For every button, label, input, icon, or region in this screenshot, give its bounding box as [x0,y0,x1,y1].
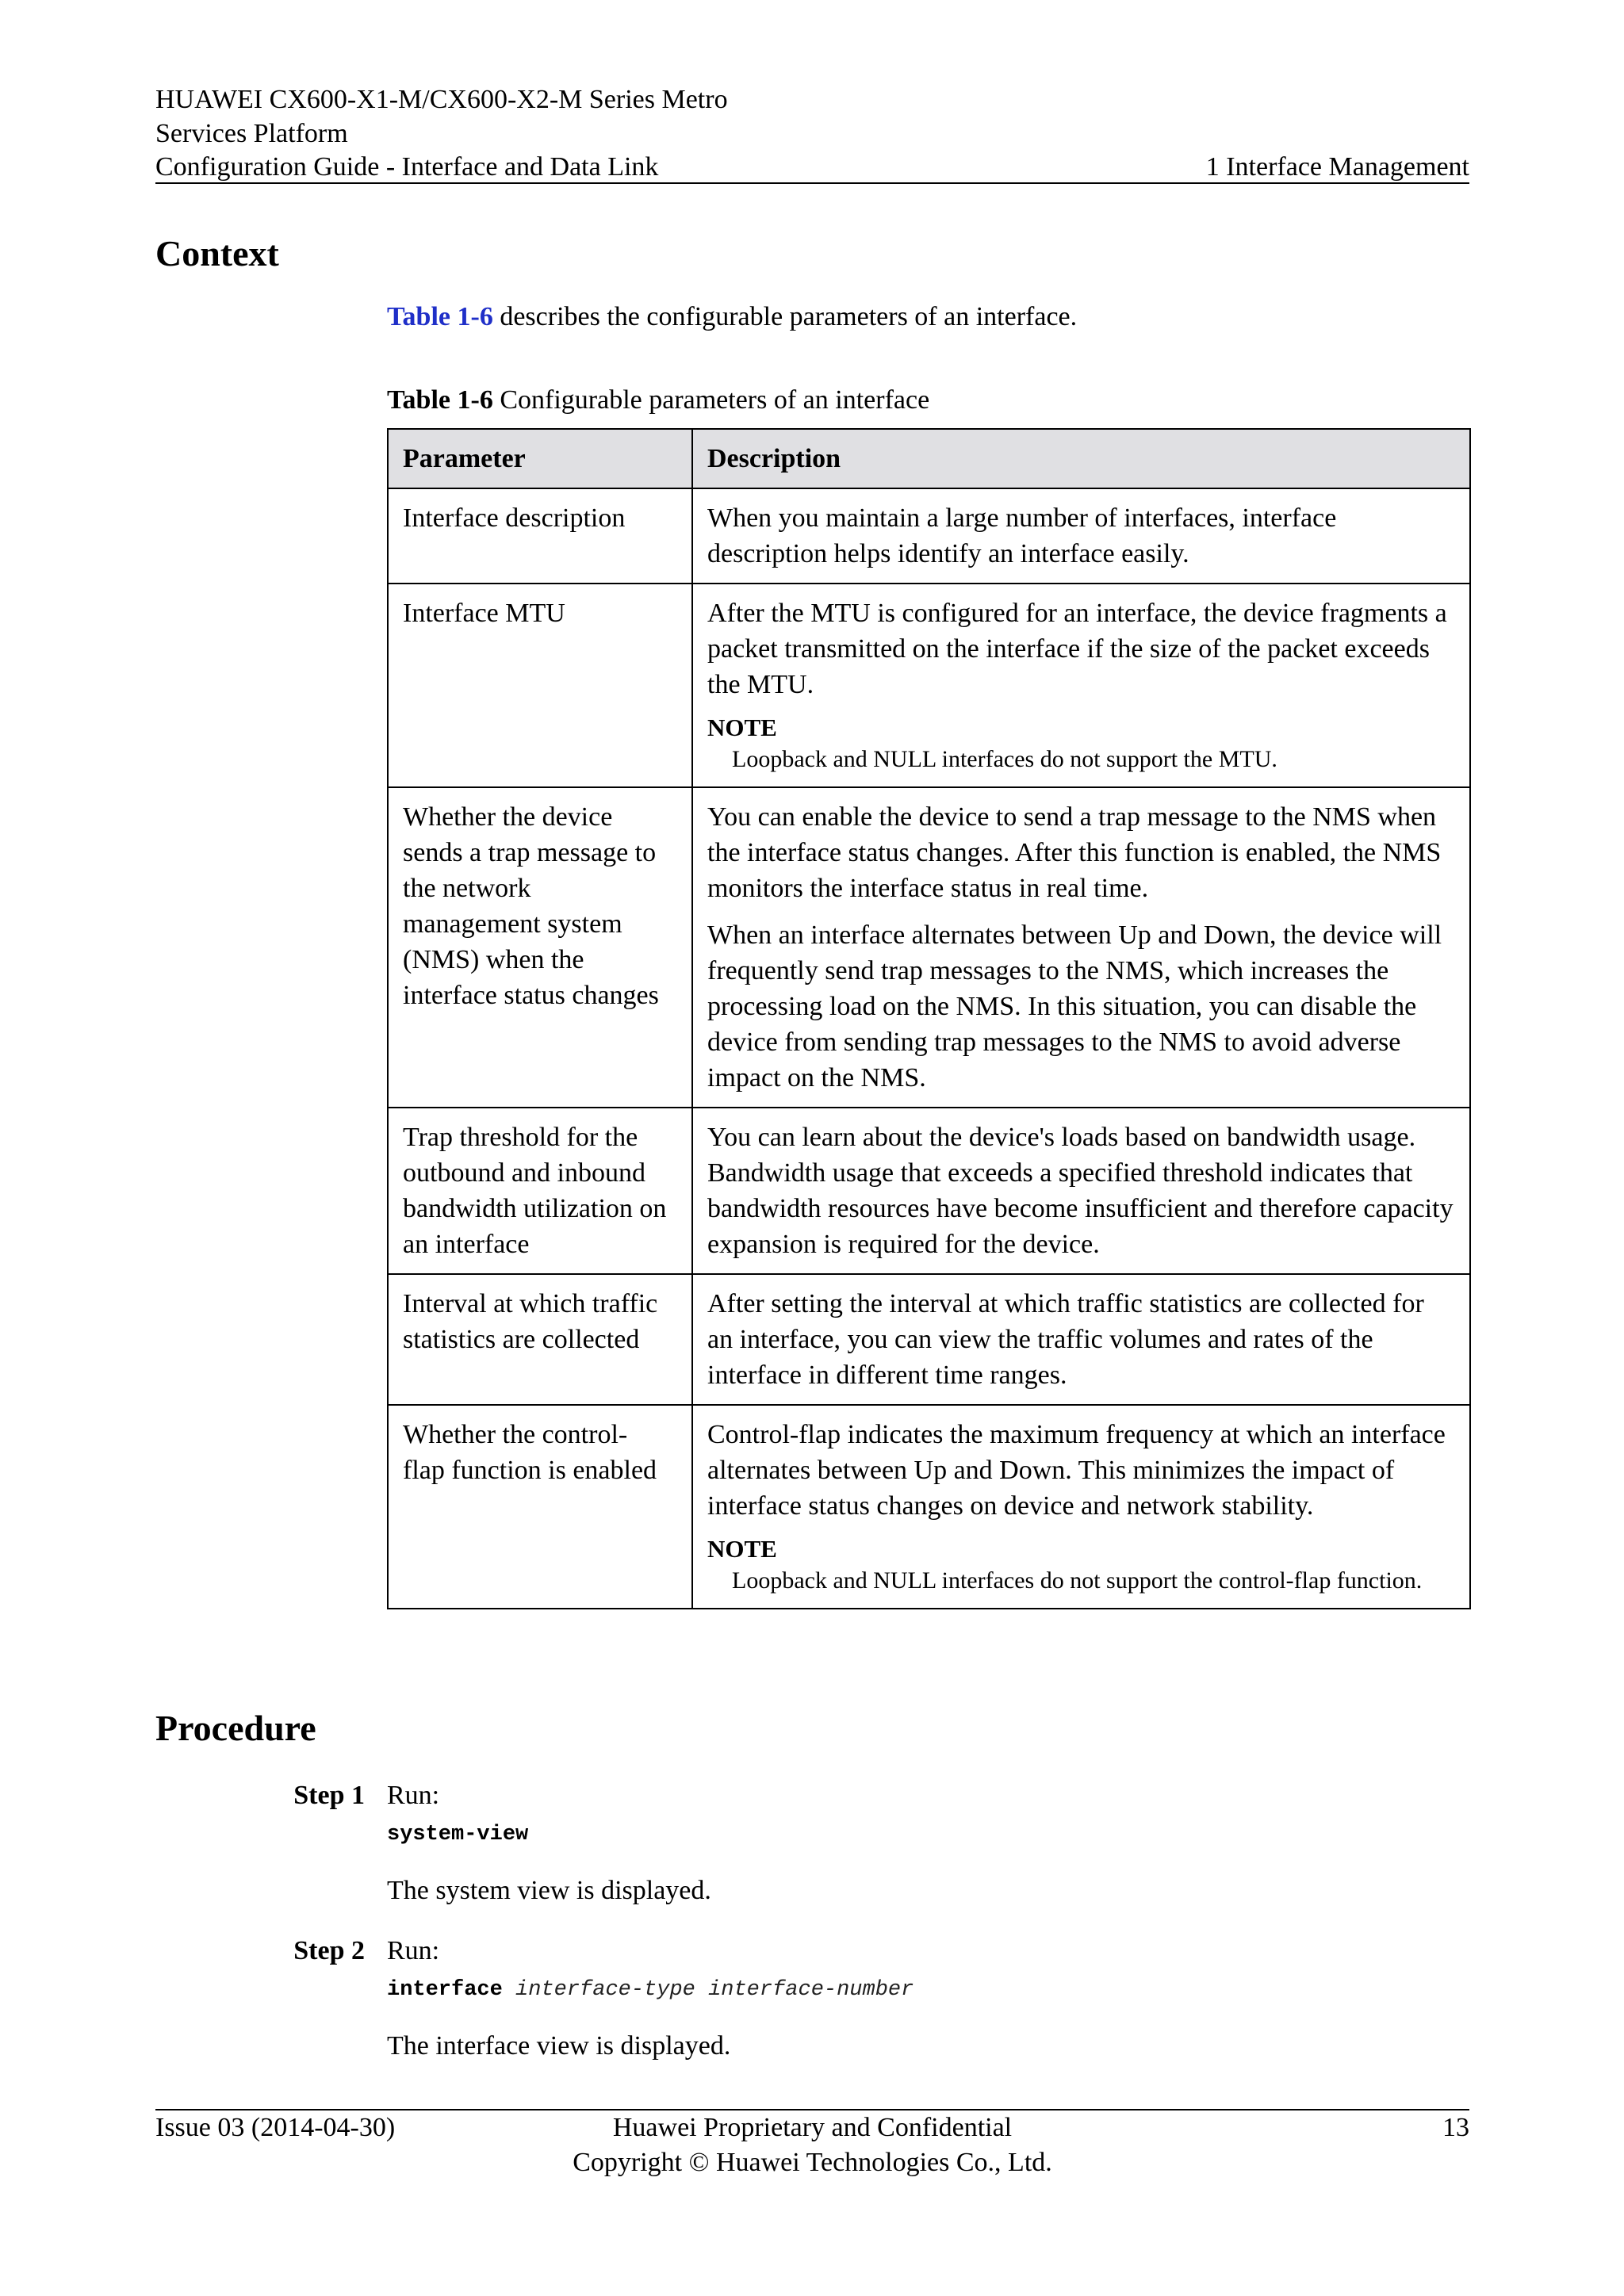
parameter-cell [388,787,692,1108]
confidentiality-notice: Huawei Proprietary and Confidential [612,2113,1013,2142]
running-header [155,83,1469,185]
table-row [388,1274,1470,1405]
description-cell [692,488,1470,584]
step-result: The system view is displayed. [387,1875,711,1905]
parameter-text: Interface description [403,503,626,533]
context-heading: Context [155,233,279,274]
parameters-table [387,428,1471,1609]
step-run-label: Run: [387,1935,440,1965]
step-command [387,1819,1469,1850]
table-row [388,787,1470,1108]
parameter-text: Whether the control-flap function is enabled [403,1420,657,1485]
column-header-parameter [388,429,692,488]
command-keyword: interface [387,1978,503,2002]
parameter-cell [388,584,692,787]
step-command [387,1974,1469,2006]
command-arguments: interface-type interface-number [515,1978,914,2002]
product-title-line2: Services Platform [155,118,348,148]
description-paragraph: When an interface alternates between Up and Down, the device will frequently send trap messages to the NMS, which increases the processing load on the NMS. In this situation, you can disable the device from sending trap messages to the NMS to avoid adverse impact on the NMS. [707,920,1442,1093]
procedure-heading: Procedure [155,1708,316,1748]
step-body [387,1777,1469,1908]
table-reference-link[interactable]: Table 1-6 [387,302,493,331]
note-text: Loopback and NULL interfaces do not support the MTU. [732,746,1277,772]
step-result: The interface view is displayed. [387,2030,731,2061]
table-row [388,488,1470,584]
description-block [707,1286,1456,1393]
description-cell [692,787,1470,1108]
description-paragraph: When you maintain a large number of interfaces, interface description helps identify an interface easily. [707,503,1337,568]
description-block [707,595,1456,775]
table-caption-text: Configurable parameters of an interface [500,385,930,415]
command-keyword: system-view [387,1823,529,1846]
description-block [707,799,1456,1096]
table-caption-label: Table 1-6 [387,385,493,415]
table-row [388,1108,1470,1274]
step-label: Step 2 [293,1935,365,1965]
description-paragraph: You can learn about the device's loads based on bandwidth usage. Bandwidth usage that exceeds a specified threshold indicates that bandwidth resources have become insufficient and therefore capacity expansion is required for the device. [707,1123,1454,1259]
description-paragraph: After setting the interval at which traffic statistics are collected for an interface, you can view the traffic volumes and rates of the interface in different time ranges. [707,1289,1424,1390]
context-intro-text: describes the configurable parameters of an interface. [500,302,1078,331]
header-rule [155,182,1469,184]
description-cell [692,584,1470,787]
description-cell [692,1274,1470,1405]
description-cell [692,1108,1470,1274]
description-paragraph: After the MTU is configured for an interface, the device fragments a packet transmitted on the interface if the size of the packet exceeds the MTU. [707,599,1447,699]
step-label: Step 1 [293,1780,365,1810]
column-header-description [692,429,1470,488]
step-body [387,1933,1469,2064]
table-caption [387,382,929,418]
column-header-label: Description [707,444,841,473]
parameter-cell [388,1405,692,1609]
description-block [707,1417,1456,1597]
parameter-text: Trap threshold for the outbound and inbound bandwidth utilization on an interface [403,1123,667,1259]
table-row [388,1405,1470,1609]
column-header-label: Parameter [403,444,526,473]
context-intro [387,299,1077,335]
table-header-row [388,429,1470,488]
parameter-text: Interval at which traffic statistics are collected [403,1289,658,1354]
note-label: NOTE [707,1535,777,1563]
running-footer [155,2110,1469,2180]
parameter-cell [388,1108,692,1274]
procedure-step [155,1777,1469,1908]
description-block [707,500,1456,572]
guide-title: Configuration Guide - Interface and Data Link [155,152,659,182]
parameter-cell [388,488,692,584]
note-text: Loopback and NULL interfaces do not support the control-flap function. [732,1567,1423,1594]
description-paragraph: Control-flap indicates the maximum frequency at which an interface alternates between Up and Down. This minimizes the impact of interface status changes on device and network stability. [707,1420,1446,1521]
parameter-text: Whether the device sends a trap message to the network management system (NMS) when the interface status changes [403,802,659,1010]
page-number: 13 [1442,2113,1469,2142]
copyright-notice: Copyright © Huawei Technologies Co., Ltd. [573,2148,1052,2177]
procedure-step [155,1933,1469,2064]
description-block [707,1119,1456,1262]
note-label: NOTE [707,714,777,741]
issue-date: Issue 03 (2014-04-30) [155,2113,396,2142]
step-run-label: Run: [387,1780,440,1810]
table-row [388,584,1470,787]
product-title-line1: HUAWEI CX600-X1-M/CX600-X2-M Series Metro [155,85,728,114]
parameter-cell [388,1274,692,1405]
chapter-title: 1 Interface Management [1205,152,1469,182]
parameter-text: Interface MTU [403,599,565,628]
description-paragraph: You can enable the device to send a trap message to the NMS when the interface status changes. After this function is enabled, the NMS monitors the interface status in real time. [707,802,1442,903]
description-cell [692,1405,1470,1609]
